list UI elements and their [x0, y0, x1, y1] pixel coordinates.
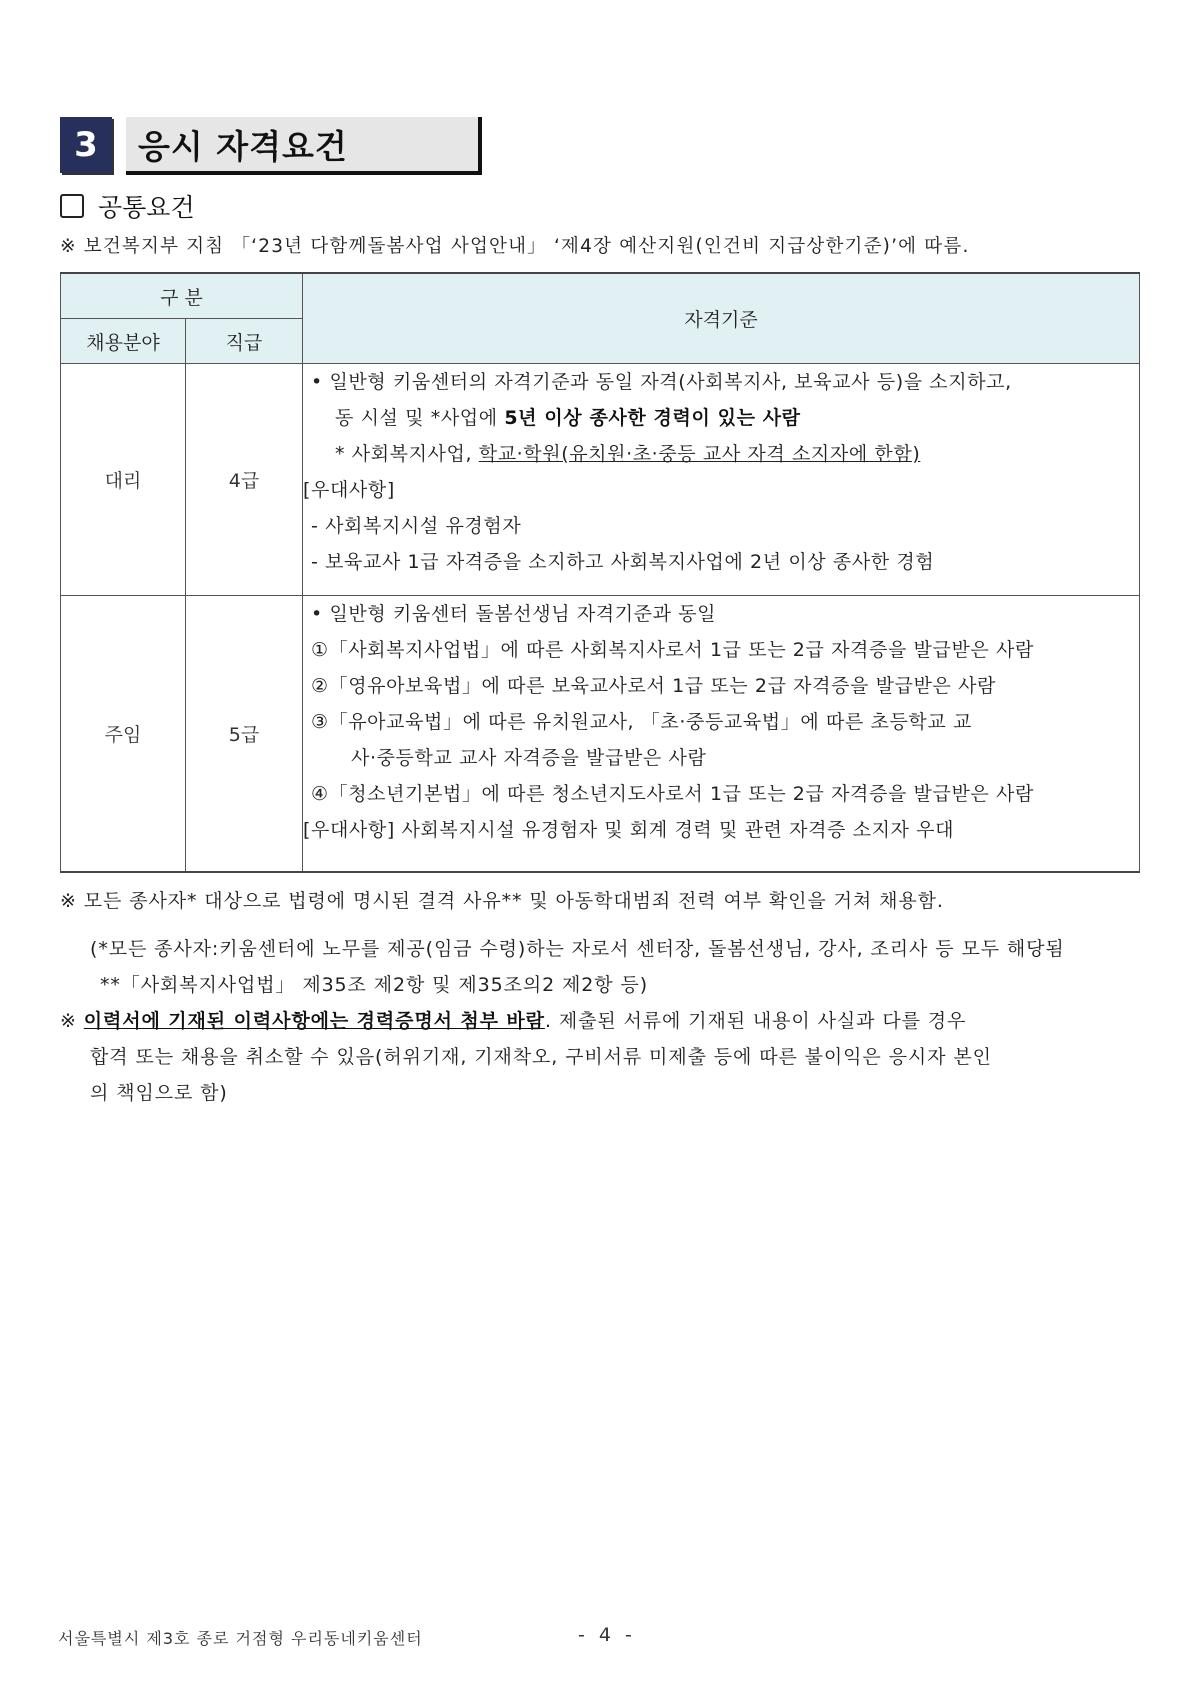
note-emphasis: 이력서에 기재된 이력사항에는 경력증명서 첨부 바람	[83, 1010, 545, 1032]
intro-note: ※ 보건복지부 지침 「‘23년 다함께돌봄사업 사업안내」 ‘제4장 예산지원(인건비 지급상한기준)’에 따름.	[60, 236, 970, 257]
row-field: 대리	[61, 364, 186, 596]
header-gubun: 구 분	[61, 273, 303, 319]
row-criteria	[303, 364, 1140, 596]
row-grade: 5급	[186, 596, 303, 872]
note-resume	[60, 1006, 966, 1033]
row-criteria	[303, 596, 1140, 872]
subsection-heading	[60, 188, 195, 224]
criteria-text: * 사회복지사업,	[335, 443, 479, 465]
note-text: . 제출된 서류에 기재된 내용이 사실과 다를 경우	[544, 1010, 967, 1032]
section-number: 3	[60, 117, 112, 173]
criteria-text: 동 시설 및 *사업에	[335, 407, 505, 429]
criteria-line: • 일반형 키움센터의 자격기준과 동일 자격(사회복지사, 보육교사 등)을 소지하고,	[311, 371, 1012, 393]
note-resume-end: 의 책임으로 함)	[90, 1082, 228, 1104]
footer-org: 서울특별시 제3호 종로 거점형 우리동네키움센터	[58, 1629, 423, 1648]
header-grade: 직급	[186, 319, 303, 364]
criteria-line	[303, 436, 1139, 472]
criteria-line: • 일반형 키움센터 돌봄선생님 자격기준과 동일	[311, 603, 717, 625]
criteria-line: - 사회복지시설 유경험자	[311, 515, 522, 537]
note-mark: ※	[60, 1010, 84, 1032]
criteria-line: ④「청소년기본법」에 따른 청소년지도사로서 1급 또는 2급 자격증을 발급받은 사람	[311, 783, 1034, 805]
criteria-line: ②「영유아보육법」에 따른 보육교사로서 1급 또는 2급 자격증을 발급받은 사람	[311, 675, 996, 697]
checkbox-icon	[60, 194, 84, 218]
subsection-title: 공통요건	[98, 193, 195, 222]
note-screening: ※ 모든 종사자* 대상으로 법령에 명시된 결격 사유** 및 아동학대범죄 전력 여부 확인을 거쳐 채용함.	[60, 890, 944, 912]
criteria-line: [우대사항]	[303, 479, 395, 501]
page-number: - 4 -	[578, 1624, 636, 1646]
criteria-line: ③「유아교육법」에 따른 유치원교사, 「초·중등교육법」에 따른 초등학교 교	[311, 711, 972, 733]
header-criteria: 자격기준	[303, 273, 1140, 364]
qualification-table	[60, 272, 1140, 873]
criteria-line: ①「사회복지사업법」에 따른 사회복지사로서 1급 또는 2급 자격증을 발급받은 사람	[311, 639, 1034, 661]
note-all-staff: (*모든 종사자:키움센터에 노무를 제공(임금 수령)하는 자로서 센터장, 돌봄선생님, 강사, 조리사 등 모두 해당됨	[90, 938, 1065, 960]
criteria-underlined: 학교·학원(유치원·초·중등 교사 자격 소지자에 한함)	[478, 443, 921, 465]
table-row	[61, 596, 1140, 872]
table-header-row	[61, 273, 1140, 319]
note-resume-cont: 합격 또는 채용을 취소할 수 있음(허위기재, 기재착오, 구비서류 미제출 등에 따른 불이익은 응시자 본인	[90, 1046, 992, 1068]
criteria-line: [우대사항] 사회복지시설 유경험자 및 회계 경력 및 관련 자격증 소지자 우대	[303, 819, 955, 841]
criteria-line: - 보육교사 1급 자격증을 소지하고 사회복지사업에 2년 이상 종사한 경험	[311, 551, 935, 573]
row-field: 주임	[61, 596, 186, 872]
table-row	[61, 364, 1140, 596]
note-law-ref: **「사회복지사업법」 제35조 제2항 및 제35조의2 제2항 등)	[100, 974, 649, 996]
section-title-box	[126, 117, 482, 175]
section-title: 응시 자격요건	[138, 126, 348, 166]
criteria-line: 사·중등학교 교사 자격증을 발급받은 사람	[351, 747, 707, 769]
criteria-line	[303, 400, 1139, 436]
section-heading	[60, 117, 480, 175]
row-grade: 4급	[186, 364, 303, 596]
header-field: 채용분야	[61, 319, 186, 364]
criteria-emphasis: 5년 이상 종사한 경력이 있는 사람	[504, 407, 801, 429]
